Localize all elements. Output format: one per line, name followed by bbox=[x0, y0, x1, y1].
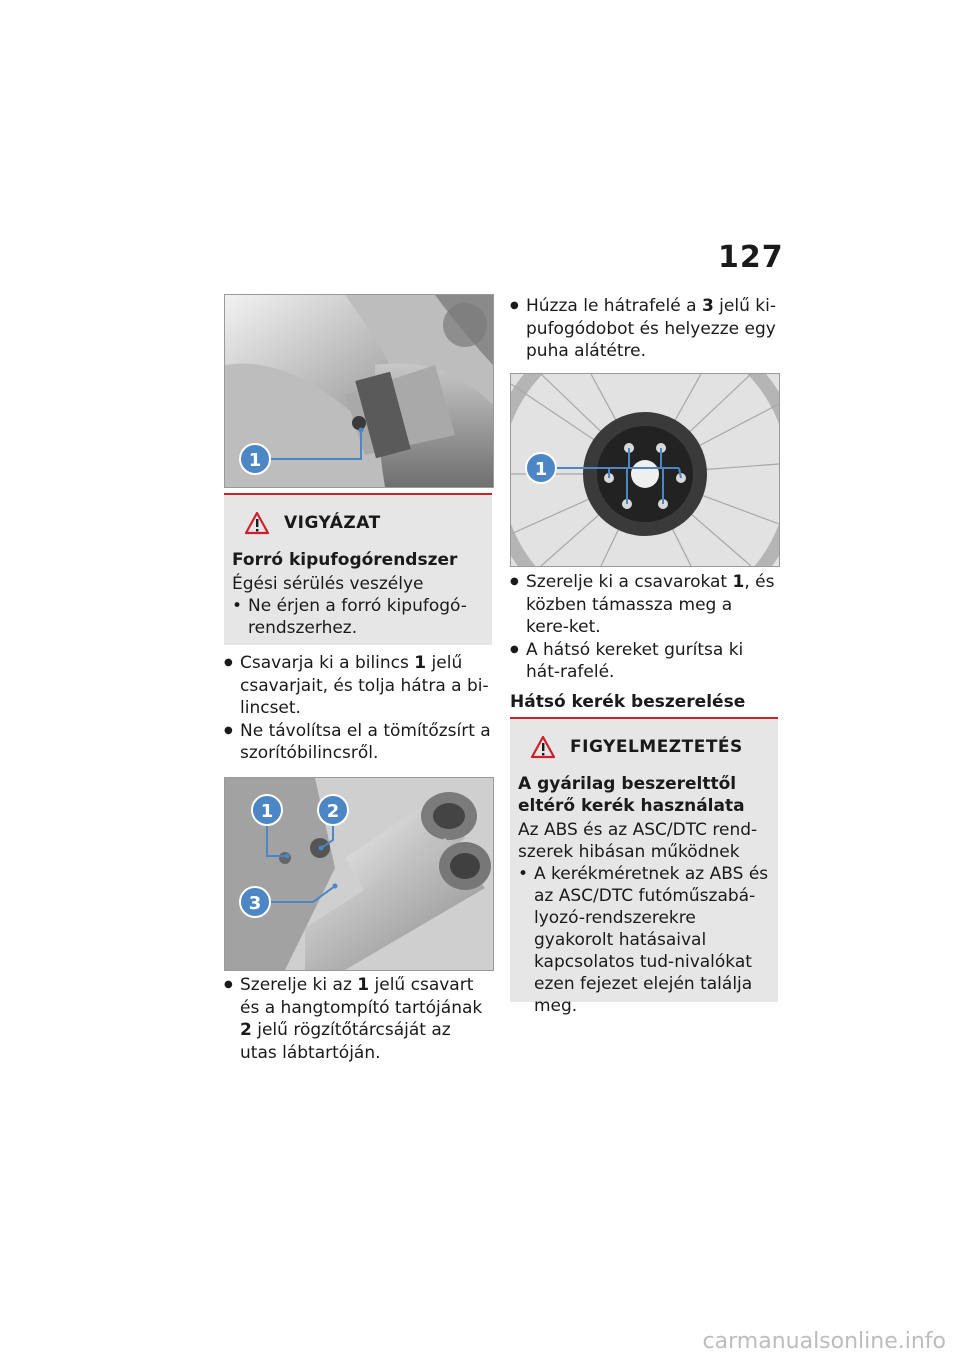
step-text: jelű csavart és a hangtompító tartójának bbox=[240, 975, 483, 1018]
caution-title: VIGYÁZAT bbox=[284, 513, 381, 533]
warning-list bbox=[510, 863, 778, 1017]
warning-subtitle: A gyárilag beszerelttől eltérő kerék használata bbox=[518, 774, 745, 816]
warning-triangle-icon bbox=[244, 511, 270, 535]
caution-item: • Ne érjen a forró kipufogó-rendszerhez. bbox=[232, 595, 484, 639]
step-item bbox=[510, 639, 778, 684]
steps-list-1 bbox=[224, 652, 492, 765]
figure-silencer-mounting bbox=[224, 777, 494, 971]
step-text: , és közben támassza meg a kere-ket. bbox=[526, 572, 775, 637]
warning-triangle-icon bbox=[530, 735, 556, 759]
step-text: Csavarja ki a bilincs bbox=[240, 653, 415, 673]
warning-box bbox=[510, 717, 778, 1016]
figure-exhaust-clamp bbox=[224, 294, 494, 488]
warning-title: FIGYELMEZTETÉS bbox=[570, 737, 743, 757]
step-ref-number: 3 bbox=[701, 296, 714, 316]
step-text: jelű rögzítőtárcsáját az utas lábtartóján. bbox=[240, 1020, 451, 1063]
steps-list-3 bbox=[510, 295, 778, 363]
caution-header bbox=[244, 511, 492, 535]
step-item bbox=[224, 974, 492, 1064]
callout-1: 1 bbox=[525, 452, 557, 484]
caution-hazard: Égési sérülés veszélye bbox=[232, 574, 424, 594]
step-ref-number: 2 bbox=[240, 1020, 252, 1040]
caution-box bbox=[224, 493, 492, 645]
step-item bbox=[224, 720, 492, 765]
step-ref-number: 1 bbox=[414, 653, 427, 673]
warning-header bbox=[530, 735, 778, 759]
step-text: Szerelje ki a csavarokat bbox=[526, 572, 733, 592]
page-number: 127 bbox=[718, 240, 784, 275]
warning-hazard: Az ABS és az ASC/DTC rend-szerek hibásan működnek bbox=[518, 820, 758, 862]
callout-2: 2 bbox=[317, 794, 349, 826]
step-text: jelű ki-pufogódobot és helyezze egy puha alátétre. bbox=[526, 296, 776, 361]
step-text: jelű csavarjait, és tolja hátra a bi-lincset. bbox=[240, 653, 489, 718]
step-item bbox=[510, 571, 778, 639]
figure-rear-wheel-hub bbox=[510, 373, 780, 567]
caution-list bbox=[224, 595, 492, 639]
step-text: Húzza le hátrafelé a bbox=[526, 296, 702, 316]
callout-3: 3 bbox=[239, 886, 271, 918]
callout-1: 1 bbox=[239, 443, 271, 475]
steps-list-2 bbox=[224, 974, 492, 1064]
step-text: Ne távolítsa el a tömítőzsírt a szorítóbilincsről. bbox=[240, 720, 491, 763]
step-ref-number: 1 bbox=[357, 975, 370, 995]
footer-watermark: carmanualsonline.info bbox=[702, 1329, 946, 1354]
step-item bbox=[510, 295, 778, 363]
step-text: Szerelje ki az bbox=[240, 975, 358, 995]
step-ref-number: 1 bbox=[732, 572, 745, 592]
caution-subtitle: Forró kipufogórendszer bbox=[232, 550, 458, 570]
section-heading: Hátsó kerék beszerelése bbox=[510, 692, 746, 712]
step-item bbox=[224, 652, 492, 720]
warning-item: • A kerékméretnek az ABS és az ASC/DTC futóműszabá-lyozó-rendszerekre gyakorolt hatásaival kapcsolatos tud-nivalókat ezen fejezet elején találja meg. bbox=[518, 863, 770, 1017]
callout-1: 1 bbox=[251, 794, 283, 826]
step-text: A hátsó kereket gurítsa ki hát-rafelé. bbox=[526, 639, 744, 682]
steps-list-4 bbox=[510, 571, 778, 684]
